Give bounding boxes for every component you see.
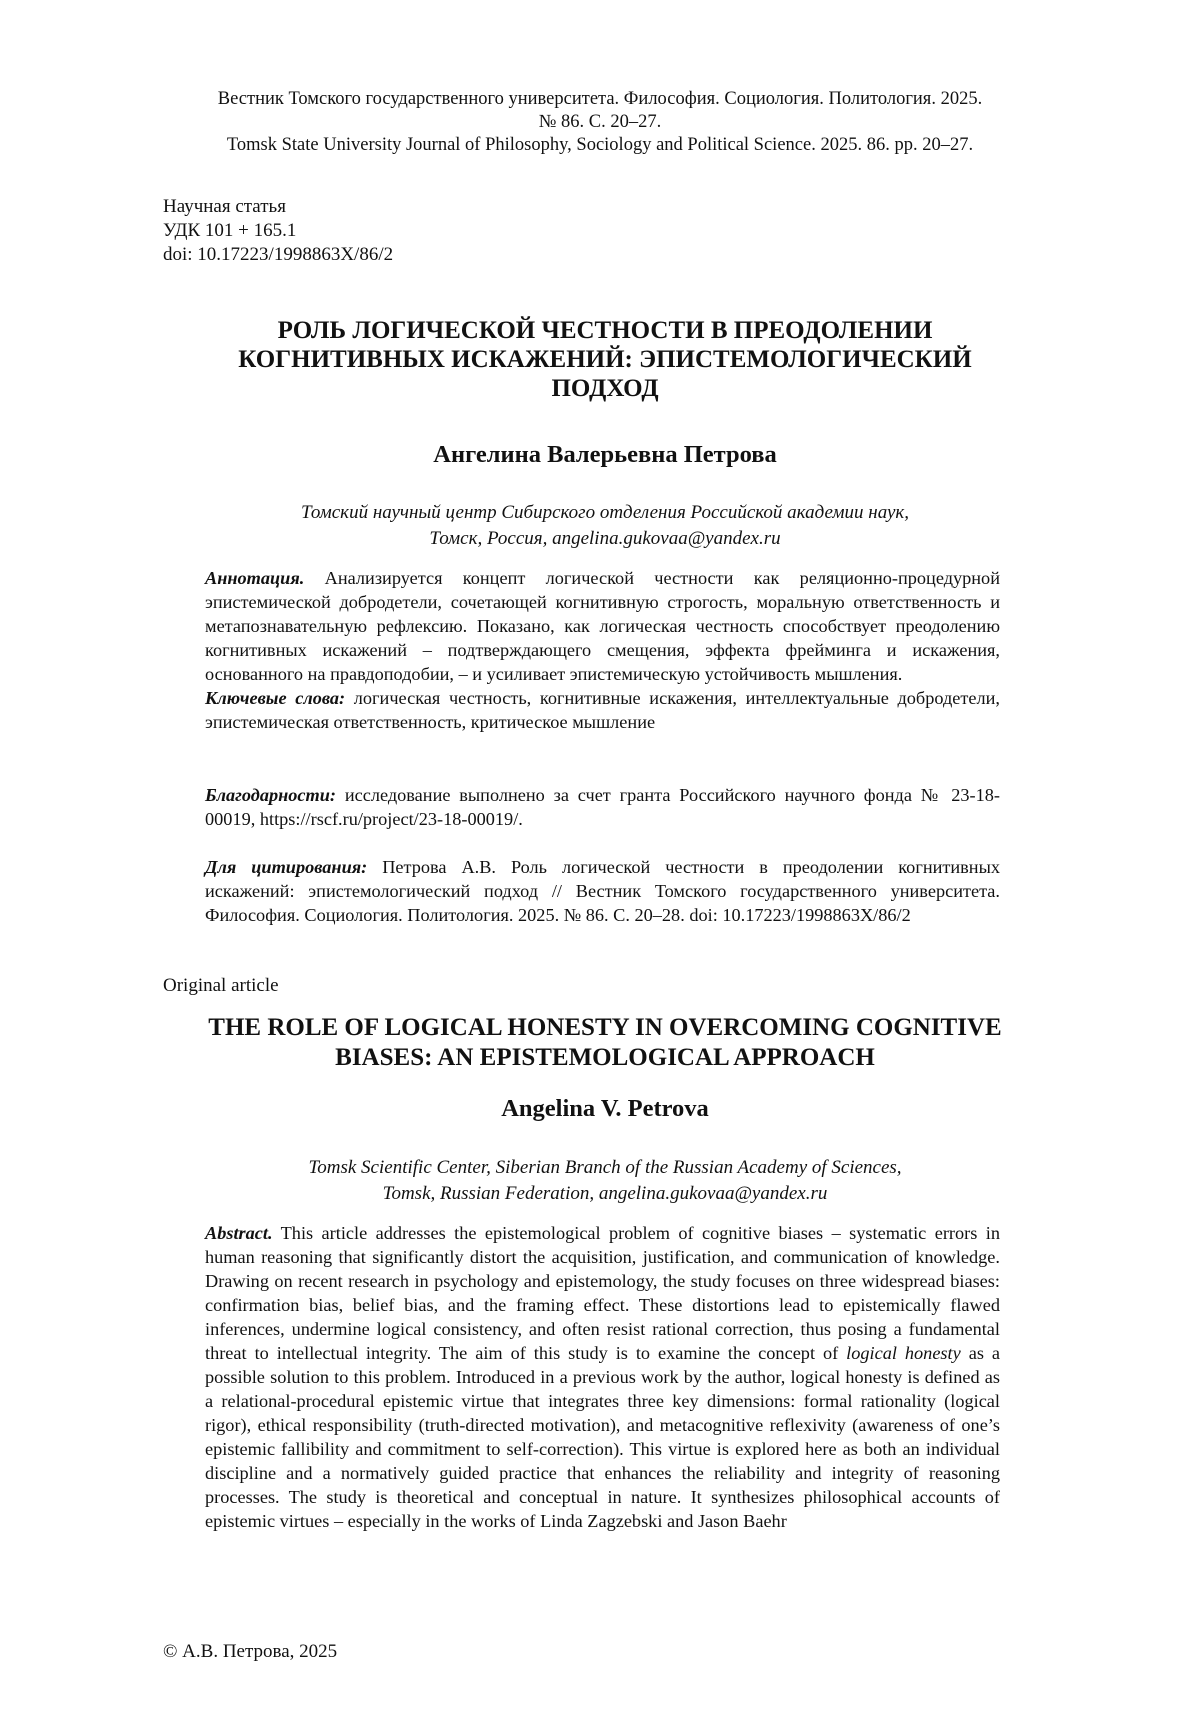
title-ru-line: ПОДХОД [551, 375, 659, 402]
header-line-ru: Вестник Томского государственного университета. Философия. Социология. Политология. 2025. [217, 89, 983, 109]
header-issue: № 86. С. 20–27. [538, 112, 662, 132]
copyright-notice: © А.В. Петрова, 2025 [163, 1641, 338, 1662]
affiliation-ru-line: Томский научный центр Сибирского отделения Российской академии наук, [300, 502, 910, 523]
thanks-text: исследование выполнено за счет гранта Российского научного фонда № 23-18-00019, https://rscf.ru/project/23-18-00019/. [205, 785, 1000, 829]
affiliation-ru [160, 500, 1050, 552]
thanks-label: Благодарности: [205, 785, 337, 805]
article-type: Научная статья [163, 196, 286, 217]
citation-ru [205, 855, 1000, 927]
affiliation-en-line: Tomsk Scientific Center, Siberian Branch of the Russian Academy of Sciences, [308, 1157, 902, 1178]
citation-text: Петрова А.В. Роль логической честности в преодолении когнитивных искажений: эпистемологический подход // Вестник Томского государственного университета. Философия. Социология. Политология. 2025. № 86. С. 20–28. doi: 10.17223/1998863X/86/2 [205, 857, 1001, 925]
article-title-ru [160, 316, 1050, 403]
author-name-ru: Ангелина Валерьевна Петрова [433, 441, 777, 468]
abstract-ru [205, 566, 1000, 734]
udc-code: УДК 101 + 165.1 [163, 220, 297, 241]
title-en-line: BIASES: AN EPISTEMOLOGICAL APPROACH [335, 1044, 875, 1071]
title-ru-line: КОГНИТИВНЫХ ИСКАЖЕНИЙ: ЭПИСТЕМОЛОГИЧЕСКИЙ [238, 346, 972, 373]
original-article-label: Original article [163, 975, 279, 996]
abstract-ru-text: Анализируется концепт логической честности как реляционно-процедурной эпистемической добродетели, сочетающей когнитивную строгость, моральную ответственность и метапознавательную рефлексию. Показано, как логическая честность способствует преодолению когнитивных искажений – подтверждающего смещения, эффекта фрейминга и искажения, основанного на правдоподобии, – и усиливает эпистемическую устойчивость мышления. [205, 568, 1000, 684]
affiliation-ru-line: Томск, Россия, angelina.gukovaa@yandex.ru [429, 528, 781, 549]
header-line-en: Tomsk State University Journal of Philosophy, Sociology and Political Science. 2025. 86. pp. 20–27. [226, 135, 974, 155]
journal-header [150, 88, 1050, 157]
abstract-ru-label: Аннотация. [205, 568, 305, 588]
affiliation-en-line: Tomsk, Russian Federation, angelina.gukovaa@yandex.ru [382, 1183, 828, 1204]
citation-label: Для цитирования: [205, 857, 368, 877]
affiliation-en [160, 1155, 1050, 1207]
acknowledgements-ru [205, 783, 1000, 831]
doi: doi: 10.17223/1998863X/86/2 [163, 244, 394, 265]
title-ru-line: РОЛЬ ЛОГИЧЕСКОЙ ЧЕСТНОСТИ В ПРЕОДОЛЕНИИ [277, 317, 933, 344]
abstract-en-text-cont: as a possible solution to this problem. Introduced in a previous work by the author, logical honesty is defined as a relational-procedural epistemic virtue that integrates three key dimensions: formal rationality (logical rigor), ethical responsibility (truth-directed motivation), and metacognitive reflexivity (awareness of one’s epistemic fallibility and commitment to self-correction). This virtue is explored here as both an individual discipline and a normatively guided practice that enhances the reliability and integrity of reasoning processes. The study is theoretical and conceptual in nature. It synthesizes philosophical accounts of epistemic virtues – especially in the works of Linda Zagzebski and Jason Baehr [205, 1343, 1000, 1531]
abstract-en-label: Abstract. [205, 1223, 273, 1243]
article-title-en [150, 1013, 1060, 1073]
abstract-en-text: This article addresses the epistemological problem of cognitive biases – systematic errors in human reasoning that significantly distort the acquisition, justification, and communication of knowledge. Drawing on recent research in psychology and epistemology, the study focuses on three widespread biases: confirmation bias, belief bias, and the framing effect. These distortions lead to epistemically flawed inferences, undermine logical consistency, and often resist rational correction, thus posing a fundamental threat to intellectual integrity. The aim of this study is to examine the concept of [205, 1223, 1000, 1363]
keywords-ru-text: логическая честность, когнитивные искажения, интеллектуальные добродетели, эпистемическая ответственность, критическое мышление [205, 688, 1000, 732]
article-meta [163, 195, 393, 267]
title-en-line: THE ROLE OF LOGICAL HONESTY IN OVERCOMING COGNITIVE [208, 1014, 1002, 1041]
abstract-en-emphasis: logical honesty [846, 1343, 961, 1363]
keywords-ru-label: Ключевые слова: [205, 688, 346, 708]
abstract-en [205, 1221, 1000, 1533]
author-name-en: Angelina V. Petrova [501, 1095, 709, 1122]
